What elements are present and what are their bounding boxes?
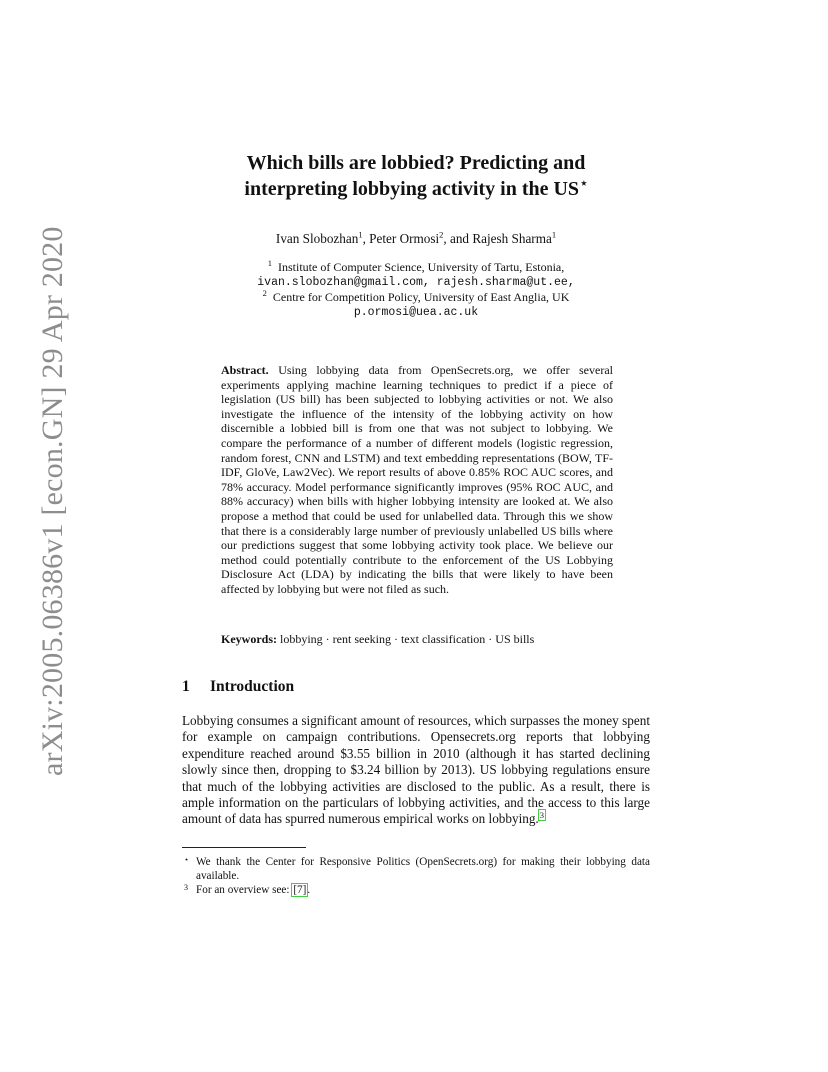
- footnote-divider: [182, 847, 306, 848]
- author-list: [182, 231, 650, 247]
- affiliation-2-text: Centre for Competition Policy, University of East Anglia, UK: [272, 290, 570, 304]
- abstract-text: Using lobbying data from OpenSecrets.org, we offer several experiments applying machine learning techniques to predict if a piece of legislation (US bill) has been subjected to lobbying activities or not. We also investigate the influence of the intensity of the lobbying activity on how discernible a lobbied bill is from one that was not subject to lobbying. We compare the performance of a number of different models (logistic regression, random forest, CNN and LSTM) and text embedding representations (BOW, TF-IDF, GloVe, Law2Vec). We report results of above 0.85% ROC AUC scores, and 78% accuracy. Model performance significantly improves (95% ROC AUC, and 88% accuracy) when bills with higher lobbying intensity are looked at. We also propose a method that could be used for unlabelled data. Through this we show that there is a considerably large number of previously unlabelled US bills where our predictions suggest that some lobbying activity took place. We believe our method could potentially contribute to the enforcement of the US Lobbying Disclosure Act (LDA) by indicating the bills that were likely to have been affected by lobbying but were not filed as such.: [221, 363, 613, 596]
- title-footnote-star: ⋆: [580, 176, 588, 191]
- affiliation-1-mark: 1: [267, 258, 273, 268]
- arxiv-identifier-stamp: arXiv:2005.06386v1 [econ.GN] 29 Apr 2020: [36, 226, 69, 776]
- affiliation-2: [182, 290, 650, 305]
- affiliation-1-text: Institute of Computer Science, University of Tartu, Estonia,: [278, 260, 565, 274]
- footnotes: [182, 855, 650, 897]
- affiliations: [182, 260, 650, 320]
- author-3-affil-mark: 1: [551, 229, 557, 240]
- introduction-paragraph: [182, 713, 650, 828]
- author-1: Ivan Slobozhan: [275, 231, 359, 246]
- title-line-1: Which bills are lobbied? Predicting and: [246, 152, 586, 174]
- citation-link-7[interactable]: [7]: [293, 884, 307, 896]
- footnote-star: [182, 855, 650, 883]
- section-title: Introduction: [210, 678, 295, 695]
- footnote-3: [182, 883, 650, 897]
- title-line-2-text: interpreting lobbying activity in the US: [244, 178, 580, 200]
- abstract: [221, 363, 613, 597]
- footnote-star-text: We thank the Center for Responsive Politics (OpenSecrets.org) for making their lobbying data available.: [196, 856, 650, 882]
- footnote-3-end: .: [307, 884, 311, 896]
- affiliation-1: [182, 260, 650, 275]
- author-1-affil-mark: 1: [358, 229, 363, 240]
- keywords-label: Keywords:: [221, 632, 277, 646]
- section-heading: [182, 677, 294, 697]
- author-2: Peter Ormosi: [369, 231, 440, 246]
- author-separator-2: , and: [443, 231, 473, 246]
- author-3: Rajesh Sharma: [472, 231, 552, 246]
- title-line-2: [182, 176, 650, 202]
- footnote-star-mark: ⋆: [184, 855, 190, 864]
- author-2-affil-mark: 2: [439, 229, 444, 240]
- paper-title: [182, 150, 650, 202]
- affiliation-2-email: p.ormosi@uea.ac.uk: [353, 306, 479, 319]
- introduction-text: Lobbying consumes a significant amount of resources, which surpasses the money spent for example on campaign contributions. Opensecrets.org reports that lobbying expenditure reached around $3.55 billion in 2010 (although it has started declining slowly since then, dropping to $3.24 billion by 2013). US lobbying regulations ensure that much of the lobbying activities are disclosed to the public. As a result, there is ample information on the particulars of lobbying activities, and the access to this large amount of data has spurred numerous empirical works on lobbying.: [182, 713, 650, 827]
- footnote-3-text: For an overview see:: [196, 884, 293, 896]
- keywords-text: lobbying · rent seeking · text classification · US bills: [280, 632, 535, 646]
- affiliation-2-mark: 2: [262, 288, 267, 298]
- footnote-3-link[interactable]: 3: [539, 810, 544, 821]
- section-number: 1: [182, 678, 190, 695]
- affiliation-1-emails: ivan.slobozhan@gmail.com, rajesh.sharma@ut.ee,: [257, 276, 575, 289]
- author-separator-1: ,: [362, 231, 370, 246]
- keywords: [221, 632, 613, 647]
- abstract-label: Abstract.: [221, 363, 269, 377]
- footnote-3-mark: 3: [184, 883, 188, 892]
